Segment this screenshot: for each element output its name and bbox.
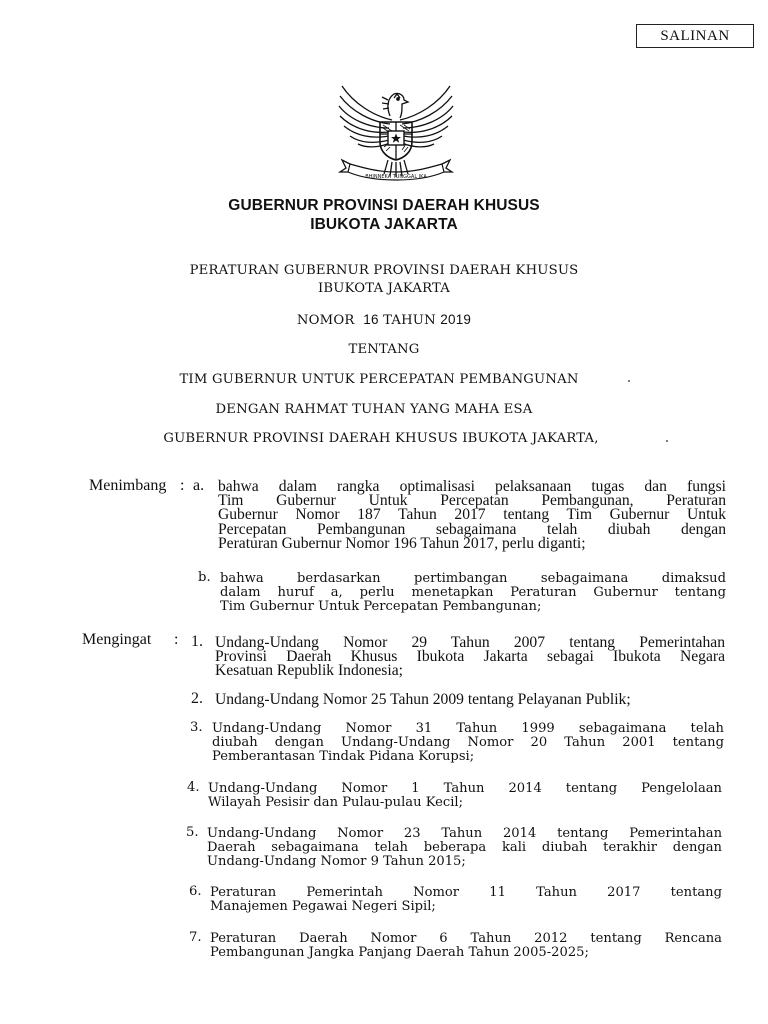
mengingat-item-3	[212, 722, 724, 763]
title-line-1: PERATURAN GUBERNUR PROVINSI DAERAH KHUSUS	[189, 263, 579, 278]
mengingat-item-5	[207, 827, 722, 868]
mengingat-colon: :	[174, 631, 179, 648]
tahun-value: 2019	[440, 312, 472, 327]
text-line: Manajemen Pegawai Negeri Sipil;	[210, 898, 436, 914]
mengingat-item-6	[210, 886, 722, 914]
text-line: Peraturan Gubernur Nomor 196 Tahun 2017, perlu diganti;	[218, 534, 586, 552]
text-line: dalam huruf a, perlu menetapkan Peraturan Gubernur tentang	[220, 584, 726, 600]
title-line-2: IBUKOTA JAKARTA	[317, 281, 451, 296]
nomor-word: NOMOR	[296, 313, 355, 328]
tentang-heading: TENTANG	[348, 342, 420, 357]
mengingat-mark-1: 1.	[191, 633, 203, 650]
mengingat-item-2	[215, 693, 725, 707]
text-line: bahwa berdasarkan pertimbangan sebagaimana dimaksud	[220, 571, 726, 586]
mengingat-mark-6: 6.	[189, 884, 202, 899]
text-line: Undang-Undang Nomor 25 Tahun 2009 tentang Pelayanan Publik;	[215, 691, 631, 708]
text-line: Undang-Undang Nomor 1 Tahun 2014 tentang Pengelolaan	[208, 781, 722, 796]
mengingat-label: Mengingat	[82, 631, 152, 648]
tahun-word: TAHUN	[383, 313, 436, 328]
text-line: Pembangunan Jangka Panjang Daerah Tahun 2005-2025;	[210, 944, 589, 960]
text-line: diubah dengan Undang-Undang Nomor 20 Tahun 2001 tentang	[212, 734, 724, 750]
menimbang-mark-a: a.	[193, 477, 205, 494]
mengingat-mark-4: 4.	[187, 780, 200, 795]
gubernur-line: GUBERNUR PROVINSI DAERAH KHUSUS IBUKOTA JAKARTA,	[163, 431, 599, 446]
menimbang-colon: :	[180, 477, 185, 494]
text-line: Undang-Undang Nomor 9 Tahun 2015;	[207, 853, 466, 869]
text-line: Daerah sebagaimana telah beberapa kali diubah terakhir dengan	[207, 839, 722, 855]
text-line: Kesatuan Republik Indonesia;	[215, 662, 403, 680]
mengingat-mark-5: 5.	[186, 825, 199, 840]
text-line: Pemberantasan Tindak Pidana Korupsi;	[212, 748, 475, 764]
nomor-line	[0, 312, 768, 328]
text-line: Wilayah Pesisir dan Pulau-pulau Kecil;	[208, 794, 463, 810]
text-line: Peraturan Pemerintah Nomor 11 Tahun 2017 tentang	[210, 885, 722, 900]
text-line: bahwa dalam rangka optimalisasi pelaksanaan tugas dan fungsi	[218, 478, 726, 495]
menimbang-item-b	[220, 572, 726, 613]
rahmat-line: DENGAN RAHMAT TUHAN YANG MAHA ESA	[215, 402, 533, 417]
text-line: Undang-Undang Nomor 29 Tahun 2007 tentang Pemerintahan	[215, 634, 725, 651]
text-line: Gubernur Nomor 187 Tahun 2017 tentang Tim Gubernur Untuk	[218, 506, 726, 524]
header-line-1: GUBERNUR PROVINSI DAERAH KHUSUS	[228, 197, 540, 214]
scan-speck	[666, 440, 668, 442]
emblem-motto: BHINNEKA TUNGGAL IKA	[365, 174, 427, 180]
text-line: Provinsi Daerah Khusus Ibukota Jakarta sebagai Ibukota Negara	[215, 648, 725, 666]
header-line-2: IBUKOTA JAKARTA	[310, 216, 458, 233]
text-line: Undang-Undang Nomor 31 Tahun 1999 sebagaimana telah	[212, 721, 724, 736]
text-line: Tim Gubernur Untuk Percepatan Pembangunan, Peraturan	[218, 492, 726, 510]
mengingat-item-4	[208, 782, 722, 810]
garuda-emblem	[334, 76, 458, 188]
menimbang-item-a	[218, 480, 726, 551]
text-line: Undang-Undang Nomor 23 Tahun 2014 tentang Pemerintahan	[207, 826, 722, 841]
scan-speck	[628, 380, 630, 382]
nomor-value: 16	[363, 312, 379, 327]
menimbang-mark-b: b.	[198, 570, 211, 585]
menimbang-label: Menimbang	[89, 477, 167, 494]
text-line: Percepatan Pembangunan sebagaimana telah diubah dengan	[218, 520, 726, 538]
mengingat-mark-7: 7.	[189, 930, 202, 945]
salinan-stamp: SALINAN	[636, 24, 754, 48]
mengingat-item-7	[210, 932, 722, 960]
mengingat-mark-2: 2.	[191, 690, 203, 707]
text-line: Tim Gubernur Untuk Percepatan Pembangunan;	[220, 598, 542, 614]
mengingat-mark-3: 3.	[190, 720, 203, 735]
mengingat-item-1	[215, 636, 725, 679]
text-line: Peraturan Daerah Nomor 6 Tahun 2012 tentang Rencana	[210, 931, 722, 946]
subject-heading: TIM GUBERNUR UNTUK PERCEPATAN PEMBANGUNAN	[179, 372, 579, 387]
